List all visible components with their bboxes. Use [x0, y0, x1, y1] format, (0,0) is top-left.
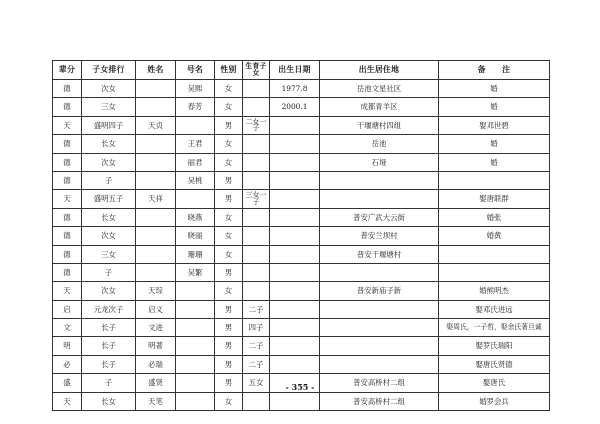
table-header-row — [53, 61, 550, 80]
cell-birth — [270, 263, 320, 281]
cell-children: 二子 — [243, 337, 270, 355]
header-note: 备 注 — [439, 61, 550, 80]
cell-generation: 德 — [53, 208, 82, 226]
table-row — [53, 208, 550, 226]
cell-courtesy — [176, 355, 215, 373]
cell-birth — [270, 282, 320, 300]
cell-order: 次女 — [82, 282, 136, 300]
cell-residence: 普安新庙子新 — [320, 282, 439, 300]
cell-residence — [320, 337, 439, 355]
cell-generation: 文 — [53, 319, 82, 337]
cell-order: 次女 — [82, 153, 136, 171]
cell-generation: 盛 — [53, 374, 82, 392]
cell-generation: 天 — [53, 282, 82, 300]
genealogy-page — [52, 60, 549, 411]
header-courtesy: 号名 — [176, 61, 215, 80]
cell-courtesy — [176, 190, 215, 208]
table-row — [53, 171, 550, 189]
cell-order: 子 — [82, 263, 136, 281]
cell-note: 婚 — [439, 80, 550, 98]
cell-sex: 女 — [215, 245, 243, 263]
cell-note: 婚黄 — [439, 227, 550, 245]
cell-residence: 普安广武大云街 — [320, 208, 439, 226]
cell-sex: 男 — [215, 374, 243, 392]
cell-birth — [270, 355, 320, 373]
cell-birth: 1977.8 — [270, 80, 320, 98]
table-row — [53, 80, 550, 98]
cell-name — [136, 208, 176, 226]
cell-courtesy: 晓丽 — [176, 227, 215, 245]
cell-residence: 干堰塘村四组 — [320, 116, 439, 134]
cell-children — [243, 98, 270, 116]
cell-generation: 天 — [53, 116, 82, 134]
cell-order: 长子 — [82, 319, 136, 337]
cell-note: 娶唐氏贤德 — [439, 355, 550, 373]
table-row — [53, 116, 550, 134]
cell-order: 长子 — [82, 355, 136, 373]
cell-courtesy: 吴繁 — [176, 263, 215, 281]
cell-note: 娶周氏，一子哲，娶余氏著旦诚 — [439, 319, 550, 337]
cell-sex: 女 — [215, 153, 243, 171]
cell-name: 明著 — [136, 337, 176, 355]
table-row — [53, 153, 550, 171]
cell-sex: 男 — [215, 300, 243, 318]
cell-residence — [320, 171, 439, 189]
cell-birth — [270, 116, 320, 134]
table-row — [53, 319, 550, 337]
table-body — [53, 80, 550, 411]
cell-name — [136, 227, 176, 245]
cell-sex: 男 — [215, 355, 243, 373]
cell-residence: 普安高桥村二组 — [320, 374, 439, 392]
cell-residence — [320, 300, 439, 318]
cell-name: 必瑞 — [136, 355, 176, 373]
cell-courtesy — [176, 392, 215, 410]
cell-name — [136, 135, 176, 153]
cell-note: 婚 — [439, 153, 550, 171]
table-row — [53, 227, 550, 245]
cell-generation: 德 — [53, 171, 82, 189]
cell-courtesy — [176, 300, 215, 318]
cell-order: 长女 — [82, 392, 136, 410]
cell-children: 五女 — [243, 374, 270, 392]
cell-generation: 天 — [53, 392, 82, 410]
cell-note: 婚熊明杰 — [439, 282, 550, 300]
cell-birth — [270, 171, 320, 189]
cell-name: 启义 — [136, 300, 176, 318]
cell-courtesy: 吴熙 — [176, 80, 215, 98]
cell-sex: 男 — [215, 319, 243, 337]
cell-note — [439, 171, 550, 189]
cell-birth — [270, 319, 320, 337]
cell-residence — [320, 319, 439, 337]
cell-children — [243, 263, 270, 281]
cell-residence: 普安兰坝村 — [320, 227, 439, 245]
cell-order: 元龙次子 — [82, 300, 136, 318]
header-sex: 性别 — [215, 61, 243, 80]
cell-residence: 普安高桥村二组 — [320, 392, 439, 410]
cell-order: 三女 — [82, 245, 136, 263]
cell-sex: 女 — [215, 392, 243, 410]
header-birth: 出生日期 — [270, 61, 320, 80]
cell-sex: 男 — [215, 263, 243, 281]
cell-order: 长女 — [82, 208, 136, 226]
cell-birth: 2000.1 — [270, 98, 320, 116]
cell-note: 娶罗氏瑞阳 — [439, 337, 550, 355]
cell-sex: 男 — [215, 337, 243, 355]
cell-name — [136, 98, 176, 116]
cell-birth — [270, 392, 320, 410]
cell-note: 娶邓世碧 — [439, 116, 550, 134]
cell-children: 二女一子 — [243, 116, 270, 134]
cell-courtesy — [176, 116, 215, 134]
cell-residence: 成都青羊区 — [320, 98, 439, 116]
cell-note: 婚 — [439, 98, 550, 116]
cell-name: 文进 — [136, 319, 176, 337]
cell-order: 盛明四子 — [82, 116, 136, 134]
cell-note: 婚张 — [439, 208, 550, 226]
cell-sex: 女 — [215, 282, 243, 300]
cell-children — [243, 135, 270, 153]
cell-children — [243, 392, 270, 410]
cell-birth — [270, 337, 320, 355]
cell-note: 娶唐联群 — [439, 190, 550, 208]
cell-name: 天贞 — [136, 116, 176, 134]
cell-generation: 必 — [53, 355, 82, 373]
cell-courtesy — [176, 337, 215, 355]
cell-order: 子 — [82, 171, 136, 189]
cell-order: 长子 — [82, 337, 136, 355]
cell-birth — [270, 190, 320, 208]
page-number: - 355 - — [285, 382, 315, 392]
cell-courtesy: 丽君 — [176, 153, 215, 171]
cell-residence: 石垭 — [320, 153, 439, 171]
header-order: 子女排行 — [82, 61, 136, 80]
cell-residence: 岳池 — [320, 135, 439, 153]
cell-name: 天琮 — [136, 282, 176, 300]
table-row — [53, 98, 550, 116]
cell-generation: 启 — [53, 300, 82, 318]
cell-residence — [320, 190, 439, 208]
header-generation: 辈分 — [53, 61, 82, 80]
cell-sex: 男 — [215, 171, 243, 189]
cell-sex: 女 — [215, 135, 243, 153]
cell-children — [243, 227, 270, 245]
cell-generation: 德 — [53, 245, 82, 263]
cell-children — [243, 80, 270, 98]
cell-name — [136, 153, 176, 171]
cell-name: 盛贤 — [136, 374, 176, 392]
cell-generation: 德 — [53, 227, 82, 245]
cell-courtesy — [176, 282, 215, 300]
cell-sex: 女 — [215, 208, 243, 226]
cell-children: 四子 — [243, 319, 270, 337]
cell-order: 盛明五子 — [82, 190, 136, 208]
cell-generation: 德 — [53, 98, 82, 116]
genealogy-table — [52, 60, 550, 411]
cell-name — [136, 171, 176, 189]
cell-sex: 女 — [215, 80, 243, 98]
table-row — [53, 263, 550, 281]
cell-birth — [270, 300, 320, 318]
cell-birth — [270, 135, 320, 153]
table-row — [53, 392, 550, 410]
cell-children: 二子 — [243, 355, 270, 373]
cell-birth — [270, 208, 320, 226]
header-children: 生育子女 — [243, 61, 270, 80]
cell-children: 三女一子 — [243, 190, 270, 208]
cell-name: 天笔 — [136, 392, 176, 410]
cell-order: 三女 — [82, 98, 136, 116]
header-residence: 出生居住地 — [320, 61, 439, 80]
cell-children — [243, 153, 270, 171]
cell-generation: 德 — [53, 263, 82, 281]
cell-sex: 男 — [215, 116, 243, 134]
cell-order: 次女 — [82, 227, 136, 245]
cell-residence: 普安干堰塘村 — [320, 245, 439, 263]
cell-name — [136, 245, 176, 263]
cell-children — [243, 208, 270, 226]
cell-generation: 天 — [53, 190, 82, 208]
cell-name — [136, 80, 176, 98]
table-row — [53, 245, 550, 263]
table-row — [53, 300, 550, 318]
cell-order: 长女 — [82, 135, 136, 153]
cell-generation: 德 — [53, 153, 82, 171]
cell-note — [439, 263, 550, 281]
cell-note: 婚 — [439, 135, 550, 153]
cell-note: 娶唐氏 — [439, 374, 550, 392]
cell-note: 娶邓氏进远 — [439, 300, 550, 318]
cell-birth — [270, 153, 320, 171]
table-row — [53, 190, 550, 208]
cell-courtesy: 春芳 — [176, 98, 215, 116]
cell-courtesy: 王君 — [176, 135, 215, 153]
cell-children — [243, 171, 270, 189]
cell-sex: 女 — [215, 227, 243, 245]
cell-courtesy — [176, 319, 215, 337]
cell-residence — [320, 263, 439, 281]
cell-sex: 男 — [215, 190, 243, 208]
cell-courtesy: 晓燕 — [176, 208, 215, 226]
cell-residence: 岳池文星社区 — [320, 80, 439, 98]
cell-generation: 明 — [53, 337, 82, 355]
cell-generation: 德 — [53, 80, 82, 98]
cell-name — [136, 263, 176, 281]
header-name: 姓名 — [136, 61, 176, 80]
cell-residence — [320, 355, 439, 373]
table-row — [53, 282, 550, 300]
table-row — [53, 135, 550, 153]
cell-courtesy: 珊珊 — [176, 245, 215, 263]
cell-note — [439, 245, 550, 263]
cell-order: 次女 — [82, 80, 136, 98]
cell-name: 天祥 — [136, 190, 176, 208]
table-row — [53, 337, 550, 355]
cell-birth — [270, 227, 320, 245]
cell-order: 子 — [82, 374, 136, 392]
cell-sex: 女 — [215, 98, 243, 116]
cell-courtesy: 吴桃 — [176, 171, 215, 189]
cell-generation: 德 — [53, 135, 82, 153]
cell-children — [243, 245, 270, 263]
cell-children — [243, 282, 270, 300]
table-row — [53, 355, 550, 373]
cell-birth — [270, 245, 320, 263]
cell-children: 二子 — [243, 300, 270, 318]
cell-note: 婚罗会兵 — [439, 392, 550, 410]
